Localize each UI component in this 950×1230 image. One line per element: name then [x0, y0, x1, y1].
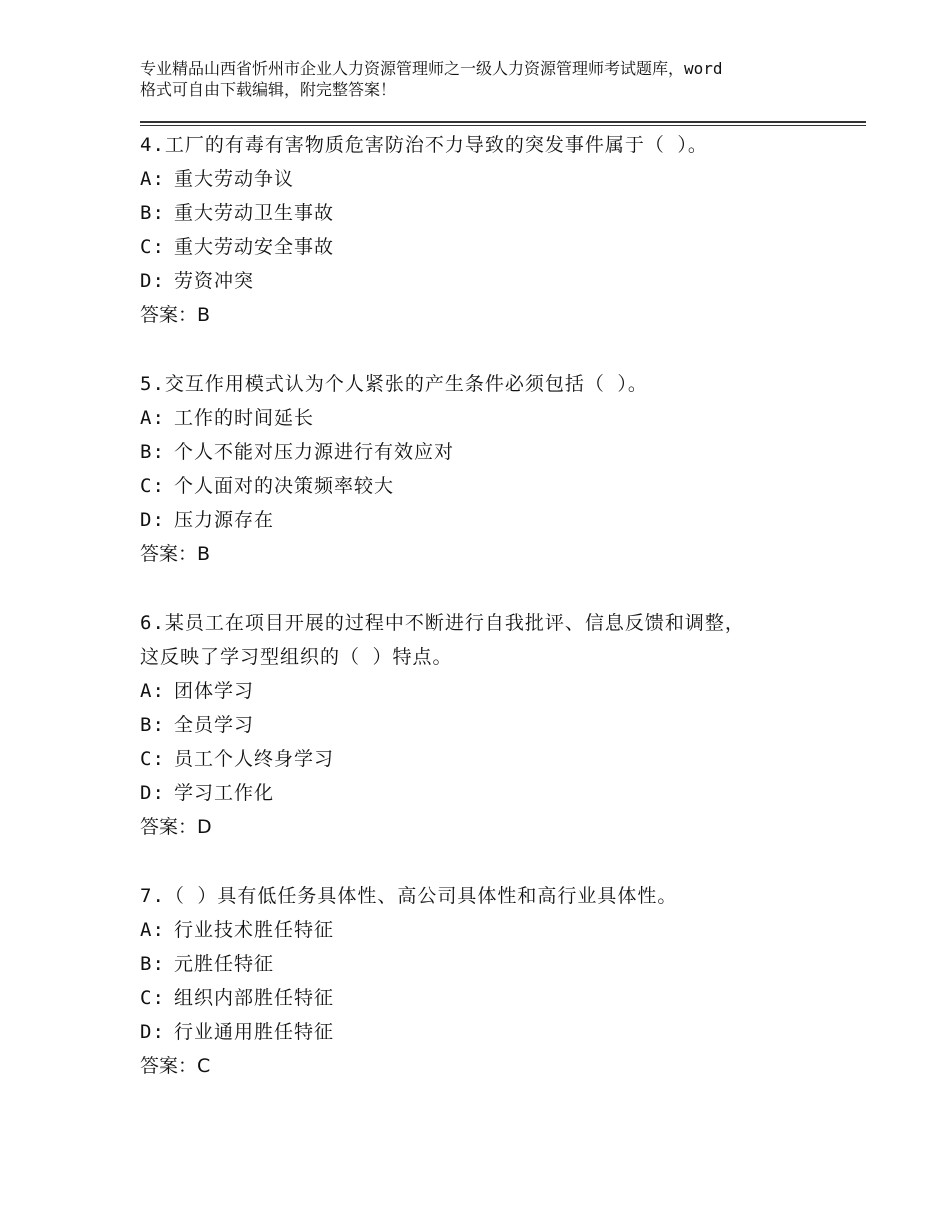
option-letter: B:: [140, 441, 165, 463]
question-5: [140, 367, 866, 571]
option-text: 重大劳动安全事故: [174, 236, 335, 258]
option-text: 元胜任特征: [174, 953, 275, 975]
question-6: [140, 606, 866, 844]
option-text: 行业技术胜任特征: [174, 919, 335, 941]
option-c: [140, 469, 866, 503]
option-a: [140, 162, 866, 196]
option-c: [140, 230, 866, 264]
option-letter: D:: [140, 782, 165, 804]
option-b: [140, 435, 866, 469]
option-d: [140, 1015, 866, 1049]
option-text: 个人面对的决策频率较大: [174, 475, 395, 497]
option-d: [140, 503, 866, 537]
document-header: [140, 58, 860, 100]
option-a: [140, 401, 866, 435]
option-text: 劳资冲突: [174, 270, 255, 292]
option-letter: C:: [140, 236, 165, 258]
header-line-1: 专业精品山西省忻州市企业人力资源管理师之一级人力资源管理师考试题库，word: [140, 59, 723, 78]
option-letter: A:: [140, 407, 165, 429]
option-d: [140, 264, 866, 298]
question-list: [140, 128, 866, 1083]
option-text: 压力源存在: [174, 509, 275, 531]
question-7: [140, 879, 866, 1083]
option-letter: B:: [140, 202, 165, 224]
option-a: [140, 913, 866, 947]
option-text: 行业通用胜任特征: [174, 1021, 335, 1043]
option-c: [140, 742, 866, 776]
option-b: [140, 196, 866, 230]
question-4: [140, 128, 866, 332]
option-letter: C:: [140, 748, 165, 770]
option-b: [140, 708, 866, 742]
option-text: 个人不能对压力源进行有效应对: [174, 441, 455, 463]
answer-line: 答案：B: [140, 543, 211, 565]
option-letter: D:: [140, 1021, 165, 1043]
question-stem-continued: 这反映了学习型组织的（ ）特点。: [140, 646, 453, 668]
answer-line: 答案：B: [140, 304, 211, 326]
option-letter: A:: [140, 680, 165, 702]
option-text: 员工个人终身学习: [174, 748, 335, 770]
option-letter: A:: [140, 168, 165, 190]
option-letter: B:: [140, 714, 165, 736]
option-d: [140, 776, 866, 810]
option-letter: C:: [140, 475, 165, 497]
question-stem: 6.某员工在项目开展的过程中不断进行自我批评、信息反馈和调整，: [140, 612, 745, 634]
option-text: 重大劳动争议: [174, 168, 295, 190]
option-a: [140, 674, 866, 708]
answer-line: 答案：C: [140, 1055, 211, 1077]
option-text: 工作的时间延长: [174, 407, 315, 429]
option-text: 学习工作化: [174, 782, 275, 804]
option-c: [140, 981, 866, 1015]
option-letter: A:: [140, 919, 165, 941]
question-stem: 7.（ ）具有低任务具体性、高公司具体性和高行业具体性。: [140, 885, 678, 907]
option-letter: B:: [140, 953, 165, 975]
header-divider-thick: [140, 121, 866, 123]
header-line-2: 格式可自由下载编辑，附完整答案！: [140, 80, 397, 99]
option-text: 组织内部胜任特征: [174, 987, 335, 1009]
option-letter: C:: [140, 987, 165, 1009]
question-stem: 4.工厂的有毒有害物质危害防治不力导致的突发事件属于（ ）。: [140, 134, 708, 156]
question-stem: 5.交互作用模式认为个人紧张的产生条件必须包括（ ）。: [140, 373, 648, 395]
option-text: 全员学习: [174, 714, 255, 736]
answer-line: 答案：D: [140, 816, 212, 838]
option-letter: D:: [140, 270, 165, 292]
option-text: 重大劳动卫生事故: [174, 202, 335, 224]
header-divider-thin: [140, 125, 866, 126]
option-letter: D:: [140, 509, 165, 531]
option-b: [140, 947, 866, 981]
option-text: 团体学习: [174, 680, 255, 702]
